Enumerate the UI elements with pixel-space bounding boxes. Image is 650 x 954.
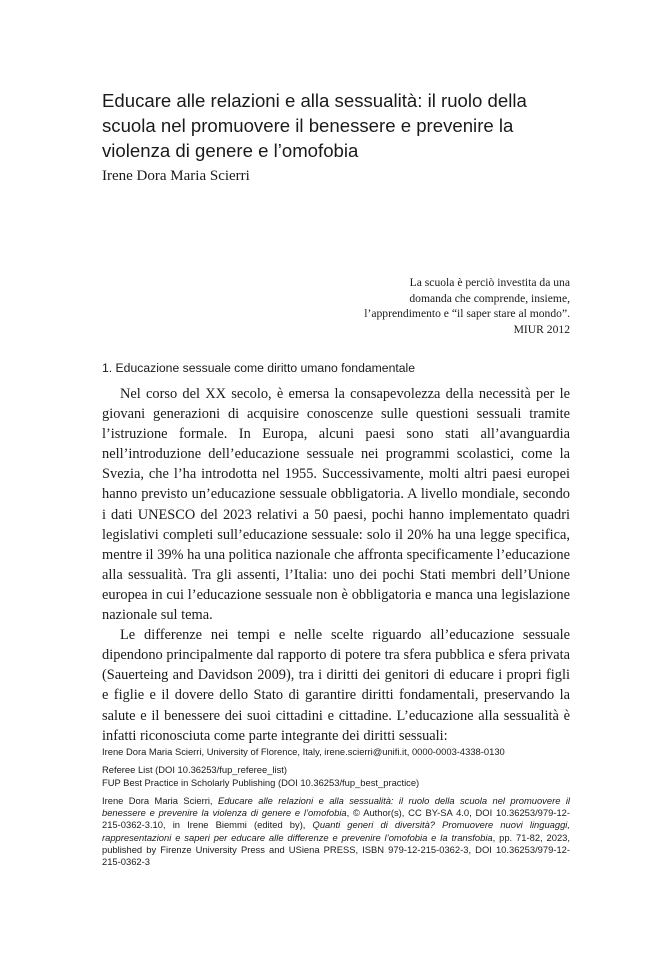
citation-author: Irene Dora Maria Scierri, (102, 794, 218, 806)
best-practice: FUP Best Practice in Scholarly Publishing (DOI 10.36253/fup_best_practice) (102, 776, 420, 788)
section-heading: 1. Educazione sessuale come diritto umano fondamentale (102, 361, 416, 375)
chapter-title: Educare alle relazioni e alla sessualità: il ruolo della scuola nel promuovere il benessere e prevenire la violenza di genere e l’omofobia (102, 90, 527, 161)
epigraph-line: La scuola è perciò investita da una (409, 276, 570, 289)
author-name: Irene Dora Maria Scierri (102, 168, 250, 184)
citation-details: , © Author(s), CC BY-SA 4.0, DOI 10.36253/979-12-215-0362-3.10, in Irene Biemmi (edited by), (102, 807, 570, 831)
epigraph-source: MIUR 2012 (513, 322, 570, 336)
citation-publication: , pp. 71-82, 2023, published by Firenze University Press and USiena PRESS, ISBN 979-12-215-0362-3, DOI 10.36253/979-12-215-0362-3 (102, 831, 570, 868)
footnote-block (102, 746, 570, 869)
epigraph-line: domanda che comprende, insieme, (409, 291, 570, 305)
epigraph-line: l’apprendimento e “il saper stare al mondo”. (364, 307, 570, 320)
referee-list: Referee List (DOI 10.36253/fup_referee_list) (102, 764, 287, 776)
paragraph: Le differenze nei tempi e nelle scelte riguardo all’educazione sessuale dipendono principalmente dal rapporto di potere tra sfera pubblica e sfera privata (Sauerteing and Davidson 2009), tra i diritti dei genitori di educare i propri figli e figlie e il dovere dello Stato di garantire diritti fondamentali, preservando la salute e il benessere dei suoi cittadini e cittadine. L’educazione alla sessualità è infatti riconosciuta come parte integrante dei diritti sessuali: (102, 627, 570, 744)
body-text (102, 384, 570, 746)
paragraph: Nel corso del XX secolo, è emersa la consapevolezza della necessità per le giovani generazioni di acquisire conoscenze sulle questioni sessuali tramite l’istruzione formale. In Europa, alcuni paesi sono stati all’avanguardia nell’introduzione dell’educazione sessuale nei programmi scolastici, come la Svezia, che l’ha introdotta nel 1955. Successivamente, molti altri paesi europei hanno previsto un’educazione sessuale obbligatoria. A livello mondiale, secondo i dati UNESCO del 2023 relativi a 50 paesi, pochi hanno implementato quadri legislativi completi sull’educazione sessuale: solo il 20% ha una legge specifica, mentre il 39% ha una politica nazionale che affronta specificamente l’educazione alla sessualità. Tra gli assenti, l’Italia: uno dei pochi Stati membri dell’Unione europea in cui l’educazione sessuale non è obbligatoria e manca una legislazione nazionale sul tema. (102, 386, 571, 624)
citation-chapter-title: Educare alle relazioni e alla sessualità: il ruolo della scuola nel promuovere il benessere e prevenire la violenza di genere e l’omofobia (102, 794, 570, 819)
citation (102, 795, 570, 869)
citation-book-title: Quanti generi di diversità? Promuovere nuovi linguaggi, rappresentazioni e saperi per educare alle differenze e prevenire l’omofobia e la transfobia (102, 819, 570, 843)
author-affiliation: Irene Dora Maria Scierri, University of Florence, Italy, irene.scierri@unifi.it, 0000-0003-4338-0130 (102, 746, 505, 757)
epigraph (300, 275, 570, 337)
